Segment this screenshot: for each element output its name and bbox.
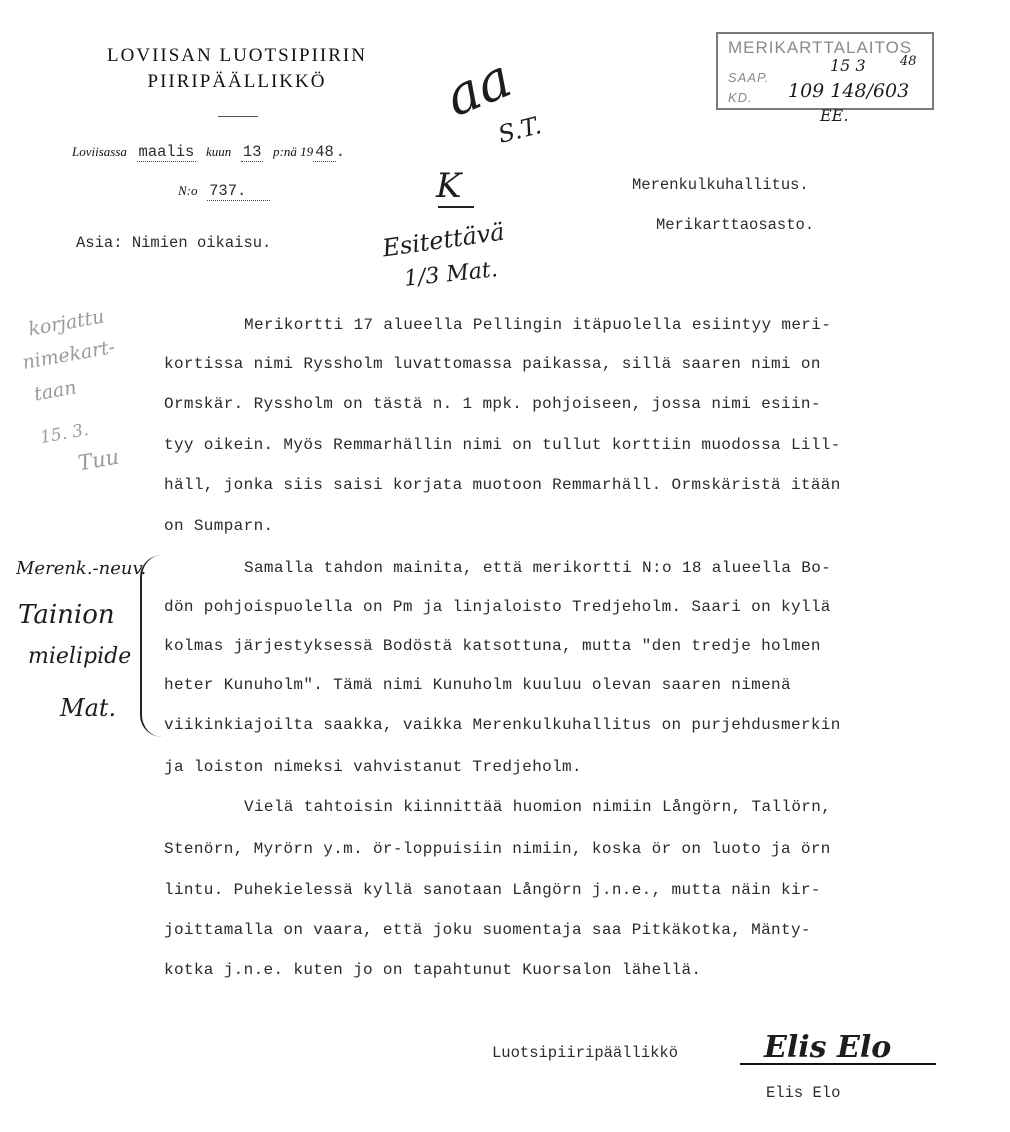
reference-line [178, 182, 270, 200]
recipient-line-2: Merikarttaosasto. [656, 216, 815, 234]
subject-label: Asia: [76, 234, 123, 252]
signature-line [740, 1063, 936, 1065]
reference-number: 737. [207, 182, 270, 201]
handwritten-initials: aa [436, 46, 520, 129]
body-line: Vielä tahtoisin kiinnittää huomion nimiin Långörn, Tallörn, [244, 798, 832, 816]
body-line: Samalla tahdon mainita, että merikortti N:o 18 alueella Bo- [244, 559, 832, 577]
stamp-saap-year: 48 [900, 54, 917, 69]
date-year: 48 [315, 143, 334, 161]
date-month: maalis [138, 143, 195, 161]
stamp-title: MERIKARTTALAITOS [728, 38, 913, 57]
date-line [72, 143, 345, 161]
body-line: heter Kunuholm". Tämä nimi Kunuholm kuuluu olevan saaren nimenä [164, 676, 791, 694]
handwritten-k-mark: K [436, 166, 462, 206]
stamp-initials: EE. [820, 106, 849, 125]
margin-note-line-1: korjattu [26, 305, 107, 341]
bracket-note-line-3: mielipide [28, 644, 132, 669]
received-stamp [716, 32, 934, 110]
bracket-note-line-1: Merenk.-neuv. [16, 558, 147, 579]
body-line: lintu. Puhekielessä kyllä sanotaan Långörn j.n.e., mutta näin kir- [164, 881, 821, 899]
date-place: Loviisassa [72, 144, 127, 159]
handwritten-signature: Elis Elo [764, 1030, 892, 1065]
signature-name: Elis Elo [766, 1084, 841, 1102]
body-line: tyy oikein. Myös Remmarhällin nimi on tullut korttiin muodossa Lill- [164, 436, 841, 454]
recipient-line-1: Merenkulkuhallitus. [632, 176, 809, 194]
body-line: kotka j.n.e. kuten jo on tapahtunut Kuorsalon lähellä. [164, 961, 702, 979]
bracket-note-line-4: Mat. [60, 694, 117, 722]
stamp-kd-label: KD. [728, 90, 753, 105]
stamp-saap-date: 15 3 [830, 56, 866, 75]
letterhead-line-1: LOVIISAN LUOTSIPIIRIN [107, 45, 367, 66]
subject-line [76, 234, 271, 252]
handwritten-initials-sub: S.T. [495, 111, 545, 149]
body-line: joittamalla on vaara, että joku suomentaja saa Pitkäkotka, Mänty- [164, 921, 811, 939]
k-mark-underline [438, 206, 474, 208]
reference-label: N:o [178, 183, 198, 198]
body-line: kolmas järjestyksessä Bodöstä katsottuna, mutta "den tredje holmen [164, 637, 821, 655]
body-line: Ormskär. Ryssholm on tästä n. 1 mpk. pohjoiseen, jossa nimi esiin- [164, 395, 821, 413]
stamp-saap-label: SAAP. [728, 70, 770, 85]
subject-text: Nimien oikaisu. [131, 234, 272, 252]
date-day: 13 [242, 143, 262, 161]
margin-note-line-5: Tuu [76, 444, 121, 476]
body-line: kortissa nimi Ryssholm luvattomassa paikassa, sillä saaren nimi on [164, 355, 821, 373]
letterhead-line-2: PIIRIPÄÄLLIKKÖ [147, 71, 327, 92]
date-pna: p:nä 19 [273, 144, 314, 159]
handwritten-esitettava: Esitettävä [380, 217, 507, 263]
margin-note-line-4: 15. 3. [38, 419, 91, 449]
body-line: viikinkiajoilta saakka, vaikka Merenkulkuhallitus on purjehdusmerkin [164, 716, 841, 734]
letterhead-divider [218, 116, 258, 117]
body-line: dön pohjoispuolella on Pm ja linjaloisto Tredjeholm. Saari on kyllä [164, 598, 831, 616]
margin-note-line-3: taan [32, 376, 79, 406]
stamp-kd-number: 109 148/603 [788, 80, 910, 102]
body-line: on Sumparn. [164, 517, 274, 535]
body-line: häll, jonka siis saisi korjata muotoon Remmarhäll. Ormskäristä itään [164, 476, 841, 494]
bracket-note-line-2: Tainion [18, 600, 115, 630]
date-kuun: kuun [205, 144, 232, 159]
margin-note-line-2: nimekart- [20, 336, 117, 374]
body-line: Stenörn, Myrörn y.m. ör-loppuisiin nimiin, koska ör on luoto ja örn [164, 840, 831, 858]
body-line: ja loiston nimeksi vahvistanut Tredjeholm. [164, 758, 582, 776]
body-line: Merikortti 17 alueella Pellingin itäpuolella esiintyy meri- [244, 316, 832, 334]
date-dot: . [335, 143, 346, 161]
handwritten-center-date: 1/3 Mat. [402, 257, 499, 292]
signature-title: Luotsipiiripäällikkö [492, 1044, 679, 1062]
